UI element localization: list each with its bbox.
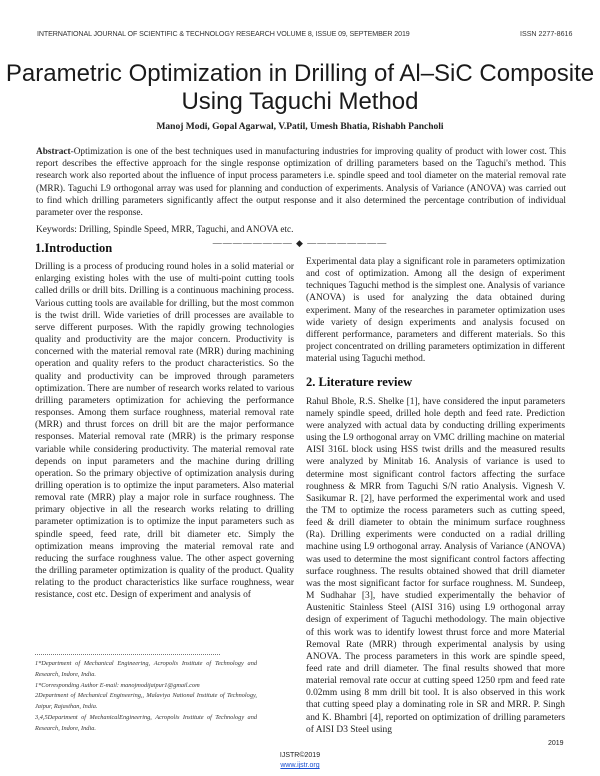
footnote: 3,4,5Department of MechanicalEngineering, Acropolis Institute of Technology and Research, Indore, India. [35,713,257,732]
footer-url [0,762,600,769]
footer-copyright: IJSTR©2019 [279,752,321,759]
abstract [36,146,566,219]
footnote: 2Department of Mechanical Engineering,, Malaviya National Institute of Technology, Jaipur, Rajasthan, India. [35,692,257,711]
journal-website-link[interactable]: www.ijstr.org [280,762,320,769]
left-column [35,242,294,602]
footnote: 1*Department of Mechanical Engineering, Acropolis Institute of Technology and Research, Indore, India. [35,660,257,678]
footnote: 1*Corresponding Author E-mail: manojmodijaipur1@gmail.com [35,681,200,689]
page-year: 2019 [548,740,564,747]
paper-title: Parametric Optimization in Drilling of Al–SiC Composite Using Taguchi Method [5,60,595,115]
abstract-label: Abstract [36,147,71,157]
literature-review-heading: 2. Literature review [306,375,413,390]
literature-review-paragraph: Rahul Bhole, R.S. Shelke [1], have considered the input parameters namely spindle speed, drilled hole depth and feed rate. Prediction were analyzed with actual data by conducting drilling experiments using the L9 orthogonal array on VMC drilling machine on material AISI 316L block using HSS twist drills and the measured results were analyzed by Minitab 16. Analysis of variance is used to determine most significant control factors affecting the surface roughness & MRR from Taguchi S/N ratio Analysis. Vignesh V. Sasikumar R. [2], have performed the experimental work and used the TM to optimize the rocess parameters such as cutting speed, feed & drill diameter to obtain the minimum surface roughness (Ra). Drilling experiments were conducted on a radial drilling machine using L9 orthogonal array. Analysis of Variance (ANOVA) was used to determine the most significant control factors affecting surface roughness. The results obtained showed that drill diameter was the most significant factor for surface roughness. M. Sundeep, M Sudhahar [3], have studied experimentally the behavior of Austenitic Stainless Steel (AISI 316) using L9 orthogonal array design of experiment of Taguchi methodology. The main objective of this work was to identify lowest thrust force and more Material Removal Rate (MRR) through experimental analysis by using ANOVA. The process parameters in this work are spindle speed, feed rate and drill diameter. The final results showed that more material removal rate occur at cutting speed 1250 rpm and feed rate 0.02mm using 8 mm drill bit tool. It is also observed in this work that cutting speed play a dominating role in SR and MRR. P. Singh and K. Bhambri [4], reported on optimization of drilling parameters of AISI D3 Steel using [306,396,565,735]
issn: ISSN 2277-8616 [520,30,573,38]
keywords: Keywords: Drilling, Spindle Speed, MRR, Taguchi, and ANOVA etc. [36,225,294,235]
section-divider: ———————— ◆ ———————— [212,238,388,248]
intro-heading: 1.Introduction [35,241,113,255]
journal-header: INTERNATIONAL JOURNAL OF SCIENTIFIC & TECHNOLOGY RESEARCH VOLUME 8, ISSUE 09, SEPTEMBER 2019 [37,30,410,38]
right-column [306,256,565,736]
intro-continuation: Experimental data play a significant role in parameters optimization and cost of optimization. Among all the design of experiment techniques Taguchi method is the simplest one. Analysis of variance (ANOVA) is used for analyzing the data obtained during experiment. Many of the researches in parameter optimization uses wide variety of design experiments and analysis focused on different performance, parameters and different materials. So this project concentrated on drilling parameters optimization in different material using Taguchi method. [306,257,565,365]
footnotes [35,659,257,735]
intro-paragraph: Drilling is a process of producing round holes in a solid material or enlarging existing holes with the use of multi-point cutting tools called drills or drill bits. Drilling is a continuous machining process. Various cutting tools are available for drilling, but the most common is the twist drill. Wide varieties of drill processes are available to serve different purposes. With the rapidly growing technologies quality and productivity are the major concern. Productivity is concerned with the material removal rate (MRR) during machining operation and quality refers to the product characteristics. So the quality and productivity can be improved through parameters optimization. There are number of research works related to various drilling parameters optimization for achieving the performance responses. Among them surface roughness, material removal rate (MRR) and thrust forces on drill bit are the major performance responses. Material removal rate (MRR) is the primary response variable while considering productivity. The material removal rate depends on input parameters and the machine during drilling operation. So the primary objective of optimization analysis during drilling operation is to optimize the input parameters. Also material removal rate (MRR) play a major role in surface roughness. The primary objective in all the research works relating to drilling parameter optimization is to optimize the input parameters such as spindle speed, feed rate, drill bit diameter etc. Simply the optimization means improving the material removal rate and reducing the surface roughness value. The other aspect governing the drilling parameter optimization is quality of the product. Quality relating to the product characteristics like surface roughness, wear resistance, cost etc. Design of experiment and analysis of [35,262,294,601]
authors: Manoj Modi, Gopal Agarwal, V.Patil, Umesh Bhatia, Rishabh Pancholi [156,122,444,132]
abstract-text: -Optimization is one of the best techniques used in manufacturing industries for improving quality of product with lower cost. This report describes the effective approach for the single response optimization of drilling parameters based on the Taguchi's method. This research work also reported about the influence of input process parameters i.e. spindle speed and tool diameter on the material removal rate (MRR). Taguchi L9 orthogonal array was used for planning and conduction of experiments. Analysis of Variance (ANOVA) was carried out to find which drilling parameters significantly affect the output response and it also determined the percentage contribution of individual parameter over the response. [36,147,566,219]
footnote-rule [35,654,220,655]
